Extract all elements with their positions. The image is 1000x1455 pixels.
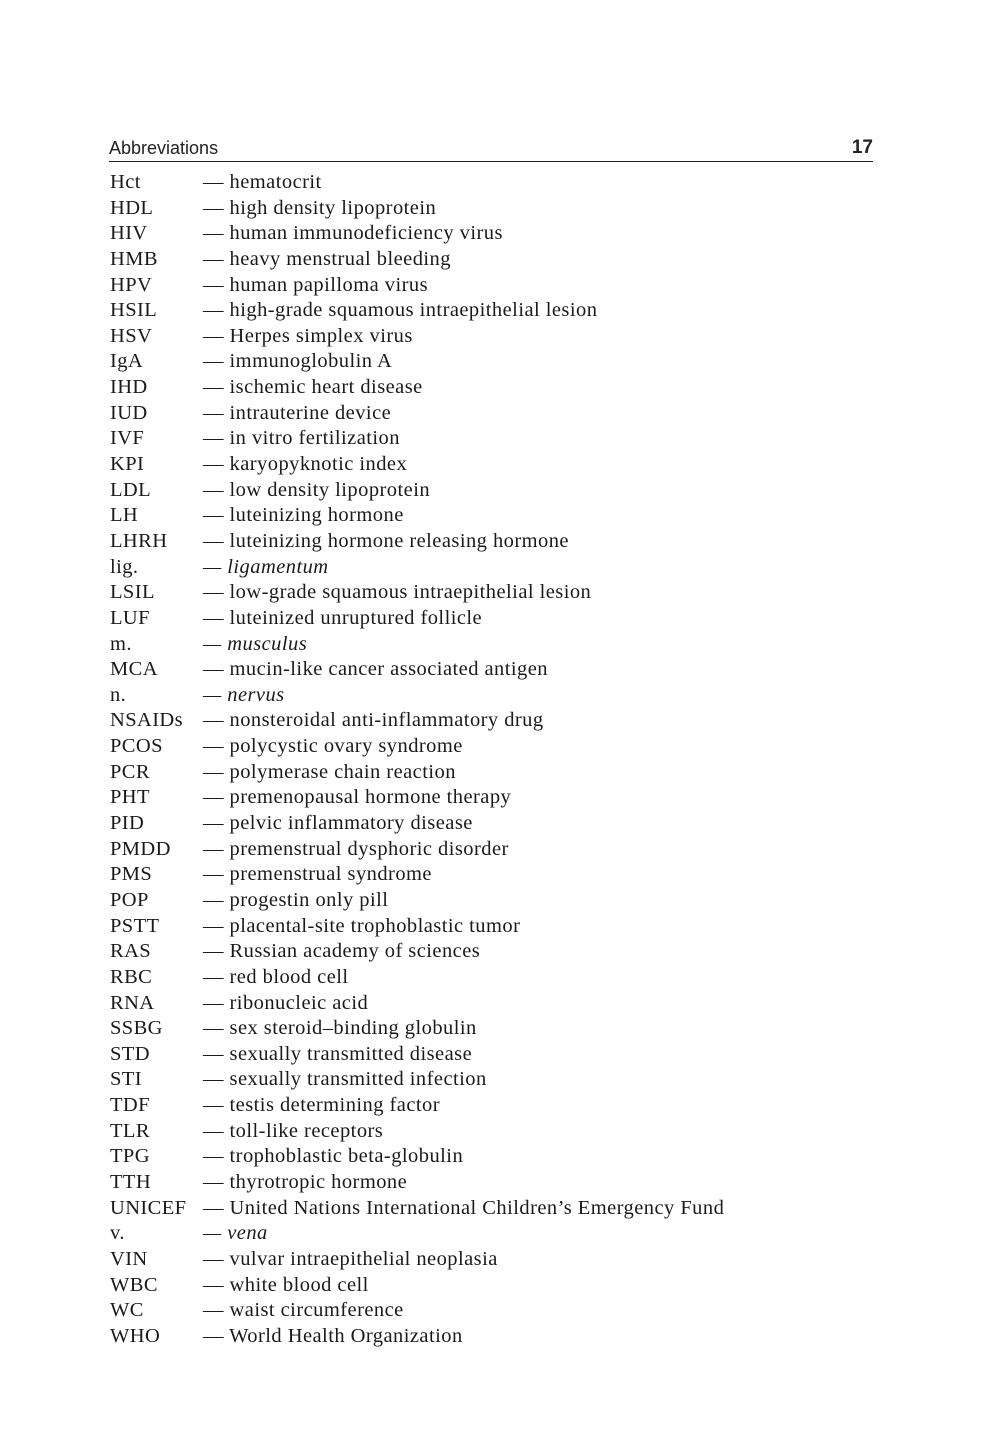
abbreviation-term: LUF: [110, 606, 150, 629]
abbreviation-definition: — immunoglobulin A: [203, 350, 393, 373]
abbreviation-definition: — testis determining factor: [203, 1094, 441, 1117]
abbreviation-row: [110, 965, 880, 991]
abbreviation-definition: — vena: [203, 1222, 268, 1245]
abbreviation-term: HDL: [110, 196, 154, 219]
abbreviation-row: [110, 1273, 880, 1299]
abbreviation-row: [110, 1144, 880, 1170]
abbreviation-definition: — premenstrual syndrome: [203, 863, 432, 886]
abbreviation-definition: — ribonucleic acid: [203, 991, 369, 1014]
abbreviation-row: [110, 991, 880, 1017]
abbreviation-row: [110, 1170, 880, 1196]
abbreviation-row: [110, 837, 880, 863]
abbreviation-term: VIN: [110, 1247, 148, 1270]
abbreviation-row: [110, 426, 880, 452]
abbreviation-term: lig.: [110, 555, 139, 578]
abbreviation-definition: — human papilloma virus: [203, 273, 428, 296]
abbreviation-row: [110, 657, 880, 683]
abbreviation-term: LDL: [110, 478, 152, 501]
abbreviation-term: n.: [110, 683, 127, 706]
abbreviation-row: [110, 298, 880, 324]
abbreviation-definition: — low-grade squamous intraepithelial lesion: [203, 581, 592, 604]
abbreviation-definition: — progestin only pill: [203, 888, 389, 911]
abbreviation-term: WBC: [110, 1273, 158, 1296]
abbreviation-definition: — low density lipoprotein: [203, 478, 431, 501]
abbreviation-term: PCOS: [110, 735, 163, 758]
abbreviation-definition: — polycystic ovary syndrome: [203, 735, 463, 758]
abbreviation-definition: — intrauterine device: [203, 401, 392, 424]
abbreviation-definition: — luteinizing hormone releasing hormone: [203, 529, 569, 552]
abbreviation-term: TLR: [110, 1119, 150, 1142]
abbreviation-term: TTH: [110, 1170, 152, 1193]
abbreviation-row: [110, 862, 880, 888]
abbreviation-term: IVF: [110, 427, 145, 450]
section-title: Abbreviations: [109, 138, 219, 158]
abbreviation-row: [110, 503, 880, 529]
abbreviation-term: WHO: [110, 1324, 161, 1347]
abbreviation-term: TPG: [110, 1145, 150, 1168]
abbreviation-row: [110, 196, 880, 222]
abbreviation-row: [110, 734, 880, 760]
abbreviation-definition: — nonsteroidal anti-inflammatory drug: [203, 709, 544, 732]
abbreviation-term: SSBG: [110, 1017, 163, 1040]
abbreviation-definition: — high density lipoprotein: [203, 196, 437, 219]
page-number: 17: [851, 137, 873, 158]
abbreviation-row: [110, 1221, 880, 1247]
abbreviation-row: [110, 1093, 880, 1119]
abbreviation-term: IUD: [110, 401, 148, 424]
abbreviation-term: HPV: [110, 273, 153, 296]
abbreviation-row: [110, 529, 880, 555]
abbreviation-row: [110, 1067, 880, 1093]
abbreviation-term: v.: [110, 1222, 125, 1245]
abbreviation-term: POP: [110, 888, 149, 911]
abbreviation-row: [110, 708, 880, 734]
abbreviation-row: [110, 401, 880, 427]
abbreviation-definition: — musculus: [203, 632, 308, 655]
abbreviation-term: STD: [110, 1042, 150, 1065]
abbreviation-term: HMB: [110, 247, 158, 270]
abbreviation-definition: — toll-like receptors: [203, 1119, 384, 1142]
abbreviation-definition: — ischemic heart disease: [203, 376, 423, 399]
abbreviation-term: LHRH: [110, 529, 168, 552]
abbreviation-row: [110, 1298, 880, 1324]
abbreviation-definition: — pelvic inflammatory disease: [203, 812, 473, 835]
abbreviation-definition: — luteinized unruptured follicle: [203, 606, 483, 629]
abbreviation-definition: — karyopyknotic index: [203, 453, 408, 476]
abbreviation-definition: — vulvar intraepithelial neoplasia: [203, 1247, 498, 1270]
abbreviation-definition: — luteinizing hormone: [203, 504, 404, 527]
abbreviation-row: [110, 811, 880, 837]
abbreviation-definition: — Herpes simplex virus: [203, 324, 413, 347]
abbreviation-definition: — red blood cell: [203, 965, 349, 988]
abbreviation-term: IHD: [110, 376, 148, 399]
abbreviation-row: [110, 452, 880, 478]
abbreviation-definition: — Russian academy of sciences: [203, 940, 481, 963]
abbreviation-row: [110, 273, 880, 299]
abbreviation-term: RAS: [110, 940, 152, 963]
abbreviation-definition: — placental-site trophoblastic tumor: [203, 914, 521, 937]
abbreviation-term: PID: [110, 812, 145, 835]
abbreviation-term: m.: [110, 632, 132, 655]
abbreviation-row: [110, 632, 880, 658]
abbreviation-definition: — premenopausal hormone therapy: [203, 786, 512, 809]
abbreviation-term: LSIL: [110, 581, 155, 604]
abbreviation-row: [110, 375, 880, 401]
abbreviation-definition: — white blood cell: [203, 1273, 369, 1296]
abbreviation-term: PCR: [110, 760, 150, 783]
abbreviation-definition: — thyrotropic hormone: [203, 1170, 408, 1193]
abbreviation-row: [110, 760, 880, 786]
abbreviation-term: RBC: [110, 965, 153, 988]
abbreviation-definition: — waist circumference: [203, 1299, 404, 1322]
abbreviation-definition: — high-grade squamous intraepithelial lesion: [203, 299, 598, 322]
abbreviation-definition: — United Nations International Children’s Emergency Fund: [203, 1196, 725, 1219]
abbreviation-definition: — trophoblastic beta-globulin: [203, 1145, 464, 1168]
abbreviation-definition: — sexually transmitted disease: [203, 1042, 473, 1065]
abbreviation-term: PMDD: [110, 837, 171, 860]
abbreviation-row: [110, 1196, 880, 1222]
abbreviation-term: MCA: [110, 658, 158, 681]
abbreviation-term: UNICEF: [110, 1196, 187, 1219]
abbreviation-row: [110, 349, 880, 375]
abbreviation-row: [110, 247, 880, 273]
abbreviation-list: [110, 170, 880, 1349]
abbreviation-row: [110, 1042, 880, 1068]
abbreviation-row: [110, 1247, 880, 1273]
abbreviation-definition: — World Health Organization: [203, 1324, 463, 1347]
page-header: [109, 137, 873, 162]
abbreviation-row: [110, 1324, 880, 1350]
abbreviation-term: IgA: [110, 350, 144, 373]
abbreviation-row: [110, 785, 880, 811]
abbreviation-row: [110, 478, 880, 504]
abbreviation-term: HSIL: [110, 299, 158, 322]
abbreviation-term: HIV: [110, 222, 148, 245]
abbreviation-definition: — polymerase chain reaction: [203, 760, 456, 783]
abbreviation-row: [110, 555, 880, 581]
abbreviation-definition: — ligamentum: [203, 555, 329, 578]
abbreviation-row: [110, 683, 880, 709]
abbreviation-term: TDF: [110, 1094, 150, 1117]
abbreviation-definition: — human immunodeficiency virus: [203, 222, 503, 245]
abbreviation-row: [110, 1016, 880, 1042]
abbreviation-row: [110, 580, 880, 606]
abbreviation-definition: — nervus: [203, 683, 285, 706]
abbreviation-term: PSTT: [110, 914, 160, 937]
abbreviation-definition: — heavy menstrual bleeding: [203, 247, 451, 270]
abbreviation-term: PMS: [110, 863, 153, 886]
abbreviation-row: [110, 1119, 880, 1145]
abbreviation-term: PHT: [110, 786, 150, 809]
abbreviation-row: [110, 888, 880, 914]
abbreviation-row: [110, 606, 880, 632]
abbreviation-term: NSAIDs: [110, 709, 184, 732]
abbreviation-definition: — sex steroid–binding globulin: [203, 1017, 477, 1040]
abbreviation-term: Hct: [110, 171, 141, 193]
abbreviation-definition: — sexually transmitted infection: [203, 1068, 487, 1091]
abbreviation-row: [110, 221, 880, 247]
abbreviation-term: KPI: [110, 453, 145, 476]
abbreviation-row: [110, 170, 880, 196]
abbreviation-term: STI: [110, 1068, 142, 1091]
abbreviation-row: [110, 324, 880, 350]
abbreviation-term: RNA: [110, 991, 155, 1014]
abbreviation-row: [110, 939, 880, 965]
abbreviation-definition: — premenstrual dysphoric disorder: [203, 837, 509, 860]
abbreviation-term: HSV: [110, 324, 153, 347]
abbreviation-definition: — mucin-like cancer associated antigen: [203, 658, 548, 681]
abbreviation-definition: — in vitro fertilization: [203, 427, 400, 450]
abbreviation-term: LH: [110, 504, 139, 527]
abbreviation-definition: — hematocrit: [203, 171, 322, 193]
abbreviation-row: [110, 914, 880, 940]
abbreviation-term: WC: [110, 1299, 144, 1322]
